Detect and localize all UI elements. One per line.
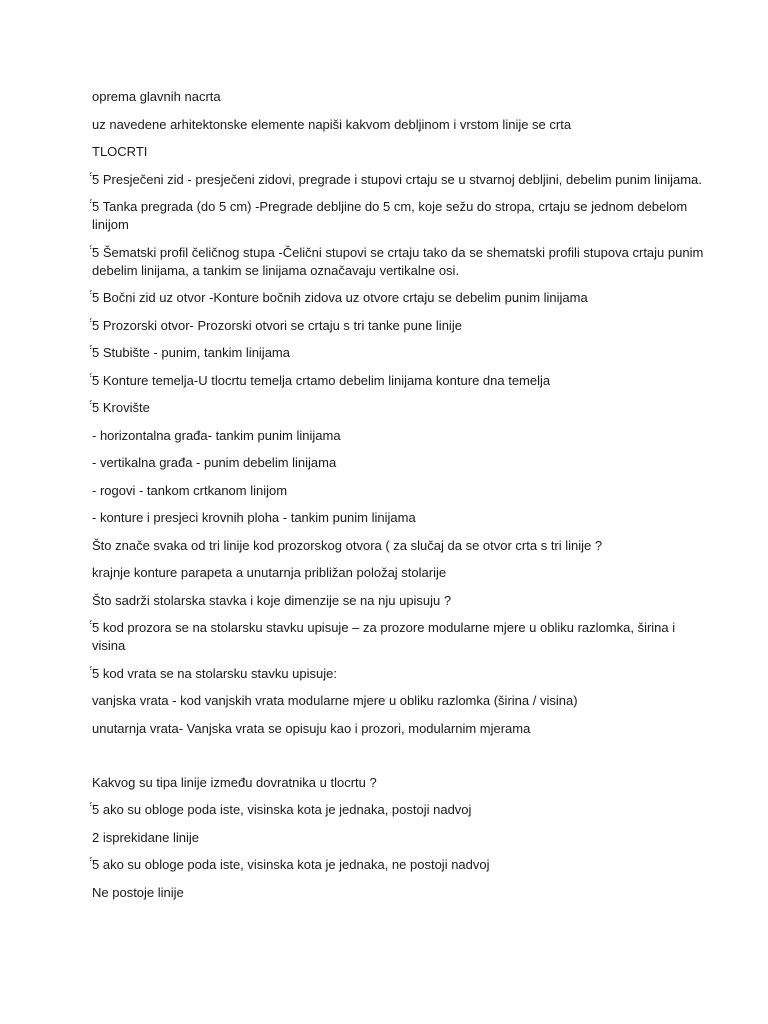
- instruction-line: uz navedene arhitektonske elemente napiši kakvom debljinom i vrstom linije se crta: [92, 116, 572, 132]
- bullet-glyph: ̈́5: [92, 290, 100, 305]
- bullet-glyph: ̈́5: [92, 372, 100, 388]
- answer-line: vanjska vrata - kod vanjskih vrata modularne mjere u obliku razlomka (širina / visina): [92, 693, 578, 708]
- dash-item: - horizontalna građa- tankim punim linijama: [92, 427, 341, 443]
- answer-line: Ne postoje linije: [92, 884, 184, 900]
- bullet-item: [92, 244, 708, 280]
- bullet-text: kod prozora se na stolarsku stavku upisuje – za prozore modularne mjere u obliku razlomka, širina i visina: [92, 620, 676, 653]
- bullet-text: Šematski profil čeličnog stupa -Čelični stupovi se crtaju tako da se shematski profili stupova crtaju punim debelim linijama, a tankim se linijama označavaju vertikalne osi.: [92, 244, 704, 278]
- bullet-glyph: ̈́5: [92, 244, 100, 260]
- dash-item: - konture i presjeci krovnih ploha - tankim punim linijama: [92, 510, 416, 525]
- bullet-item: [92, 619, 708, 655]
- bullet-text: Prozorski otvor- Prozorski otvori se crtaju s tri tanke pune linije: [102, 317, 462, 333]
- question-line: Što znače svaka od tri linije kod prozorskog otvora ( za slučaj da se otvor crta s tri linije ?: [92, 537, 603, 553]
- answer-line: 2 isprekidane linije: [92, 829, 199, 845]
- bullet-glyph: ̈́5: [92, 199, 100, 214]
- bullet-text: Tanka pregrada (do 5 cm) -Pregrade debljine do 5 cm, koje sežu do stropa, crtaju se jednom debelom linijom: [92, 199, 688, 232]
- bullet-glyph: ̈́5: [92, 620, 100, 635]
- doc-title: oprema glavnih nacrta: [92, 89, 221, 104]
- bullet-text: Krovište: [102, 400, 150, 415]
- bullet-text: Presječeni zid - presječeni zidovi, pregrade i stupovi crtaju se u stvarnoj debljini, debelim punim linijama.: [102, 171, 702, 187]
- bullet-item: [92, 665, 708, 683]
- bullet-text: ako su obloge poda iste, visinska kota je jednaka, postoji nadvoj: [102, 802, 472, 817]
- bullet-glyph: ̈́5: [92, 317, 100, 333]
- bullet-item: [92, 198, 708, 234]
- bullet-item: [92, 372, 708, 390]
- bullet-text: kod vrata se na stolarsku stavku upisuje:: [102, 665, 337, 681]
- dash-item: - rogovi - tankom crtkanom linijom: [92, 482, 288, 498]
- section-heading-tlocrti: TLOCRTI: [92, 144, 148, 159]
- bullet-glyph: ̈́5: [92, 802, 100, 817]
- bullet-item: [92, 344, 708, 362]
- bullet-item: [92, 289, 708, 307]
- bullet-glyph: ̈́5: [92, 857, 100, 872]
- bullet-item: [92, 171, 708, 189]
- bullet-item: [92, 317, 708, 335]
- answer-line: krajnje konture parapeta a unutarnja približan položaj stolarije: [92, 565, 447, 580]
- question-line: Što sadrži stolarska stavka i koje dimenzije se na nju upisuju ?: [92, 592, 452, 608]
- bullet-glyph: ̈́5: [92, 345, 100, 360]
- bullet-glyph: ̈́5: [92, 171, 100, 187]
- bullet-item: [92, 801, 708, 819]
- bullet-glyph: ̈́5: [92, 665, 100, 681]
- bullet-text: Konture temelja-U tlocrtu temelja crtamo debelim linijama konture dna temelja: [102, 372, 551, 388]
- bullet-item: [92, 399, 708, 417]
- bullet-text: Bočni zid uz otvor -Konture bočnih zidova uz otvore crtaju se debelim punim linijama: [102, 290, 588, 305]
- bullet-text: Stubište - punim, tankim linijama: [102, 345, 290, 360]
- bullet-item: [92, 856, 708, 874]
- dash-item: - vertikalna građa - punim debelim linijama: [92, 455, 337, 470]
- bullet-text: ako su obloge poda iste, visinska kota je jednaka, ne postoji nadvoj: [102, 857, 490, 872]
- question-line: Kakvog su tipa linije između dovratnika u tlocrtu ?: [92, 774, 377, 790]
- answer-line: unutarnja vrata- Vanjska vrata se opisuju kao i prozori, modularnim mjerama: [92, 720, 531, 736]
- bullet-glyph: ̈́5: [92, 400, 100, 415]
